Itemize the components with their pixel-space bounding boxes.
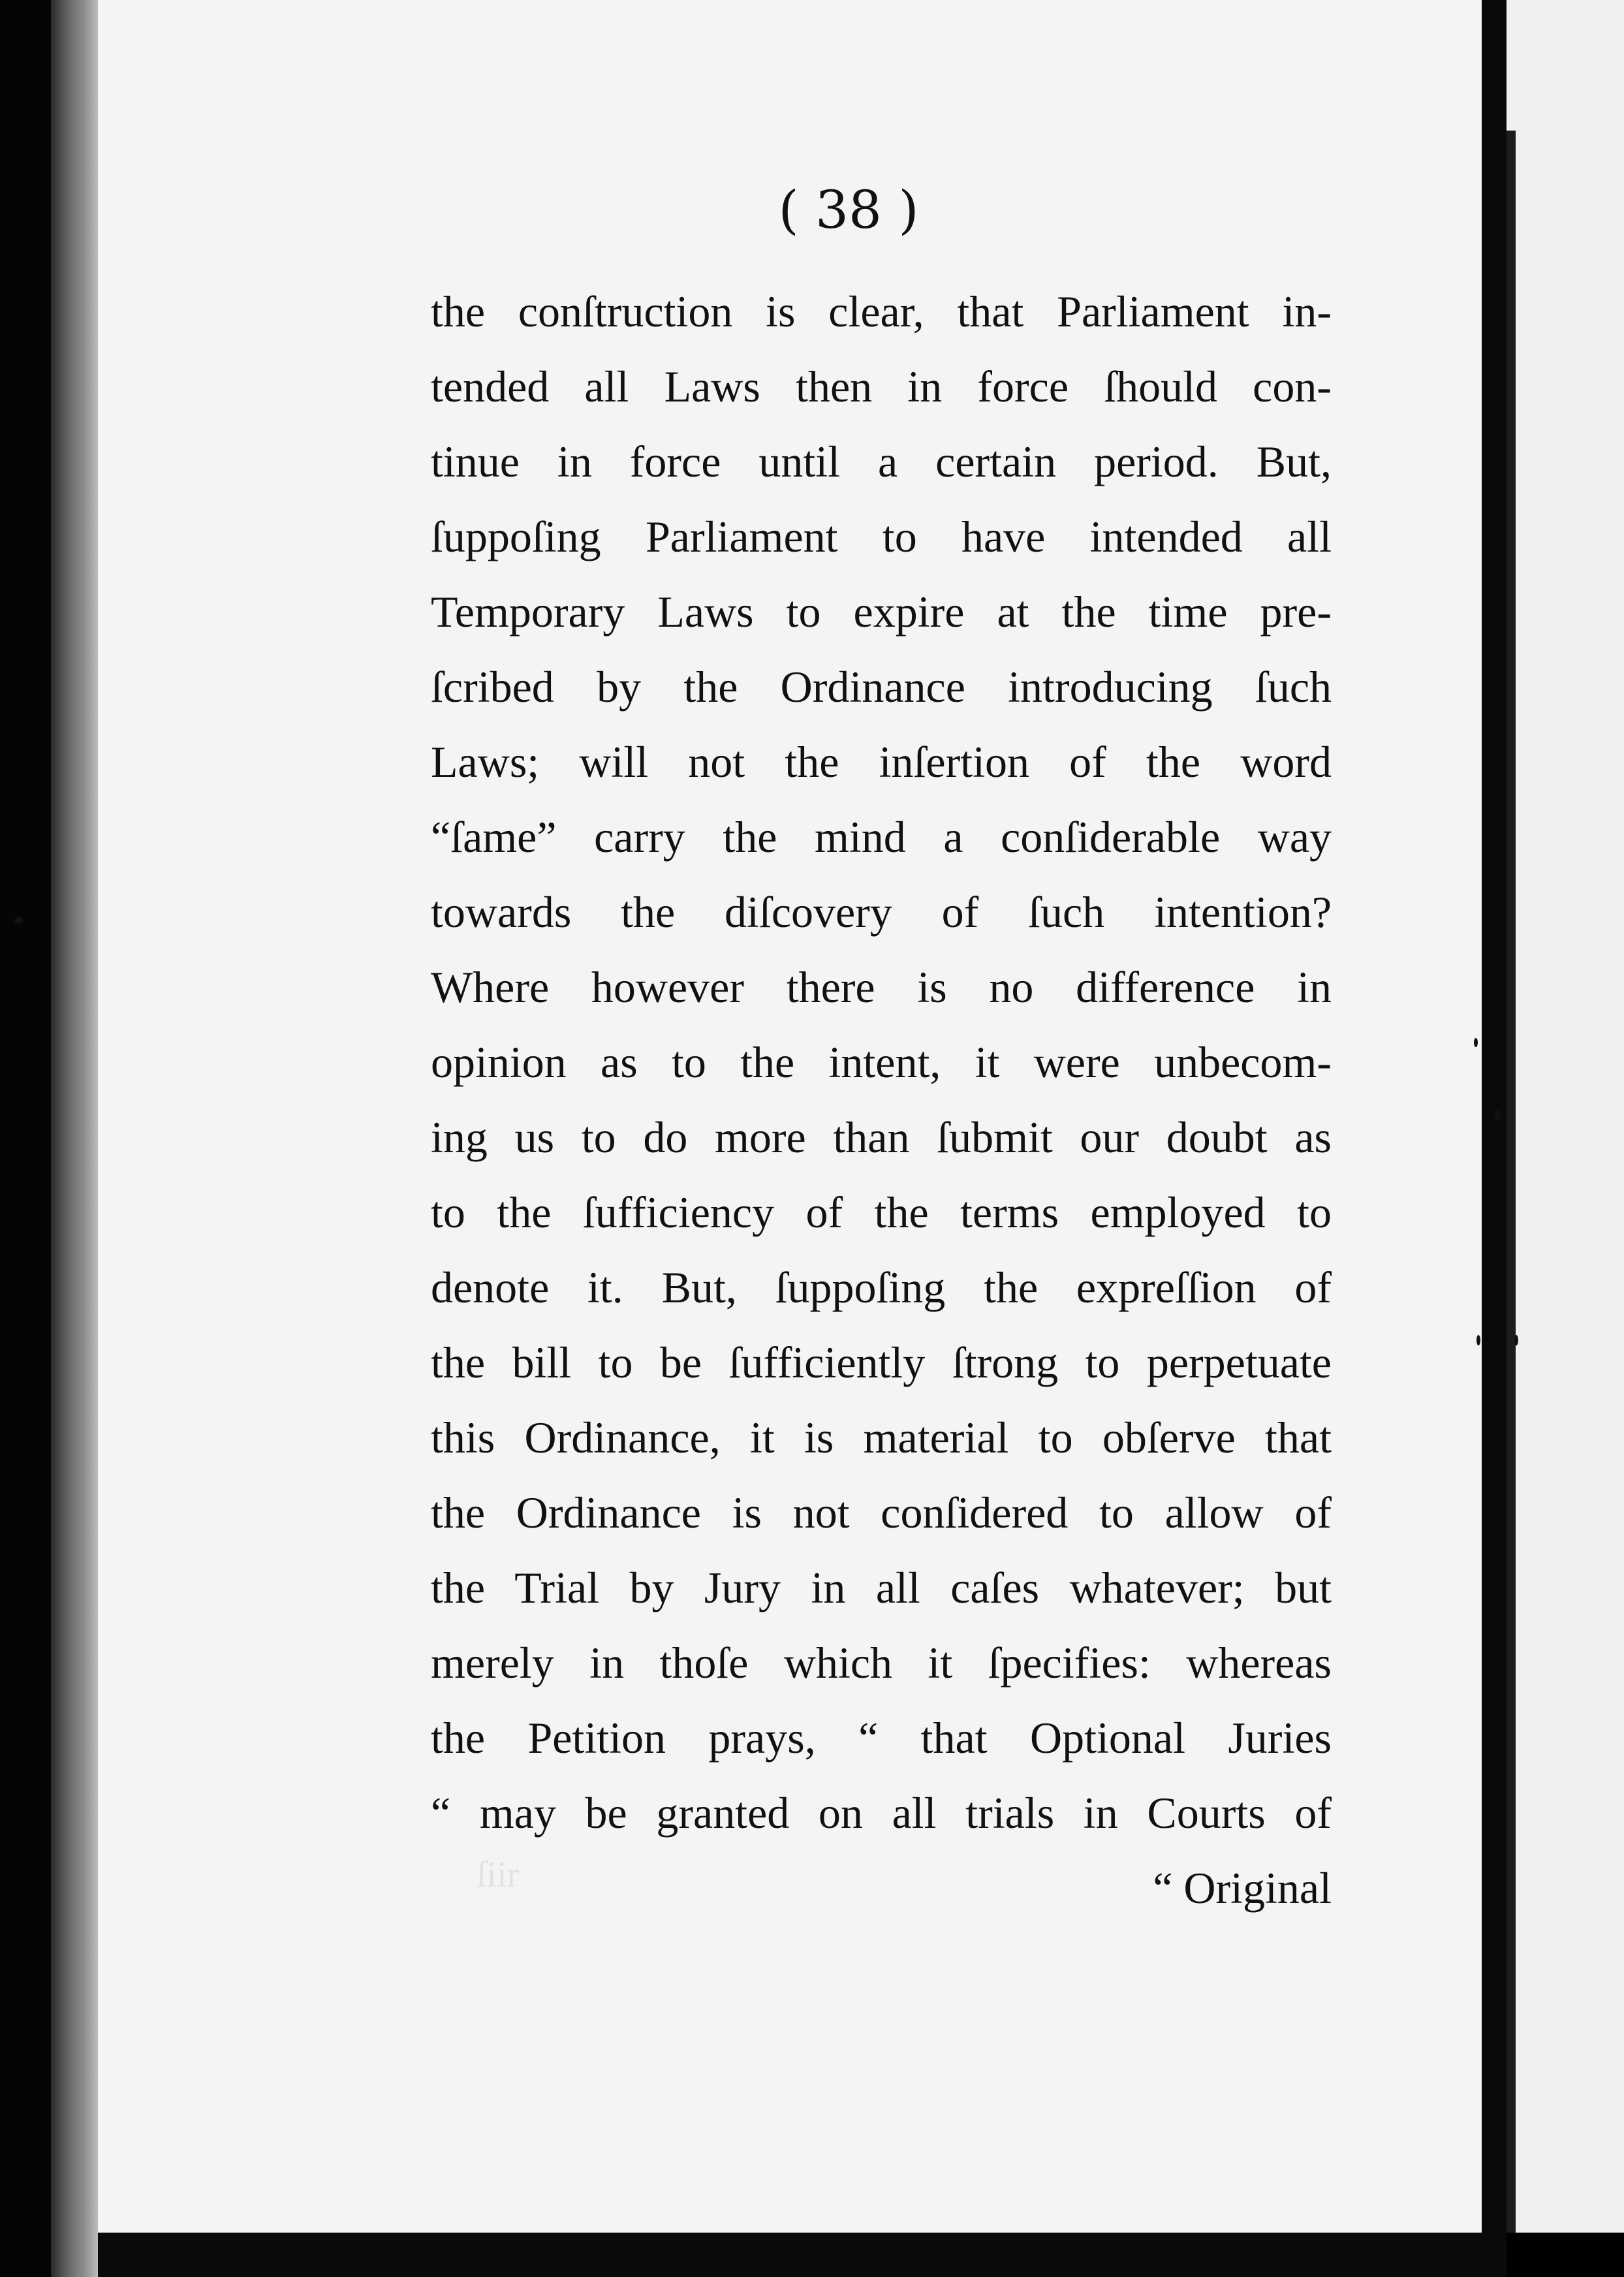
body-text xyxy=(431,274,1332,1926)
catchword: “ Original xyxy=(1153,1863,1332,1913)
text-line: ing us to do more than ſubmit our doubt as xyxy=(431,1112,1332,1162)
text-line: the conſtruction is clear, that Parliament in- xyxy=(431,287,1332,336)
page-fold-line xyxy=(1482,0,1507,2277)
page-number: ( 38 ) xyxy=(778,180,919,240)
text-line: the Ordinance is not conſidered to allow of xyxy=(431,1488,1332,1537)
text-line: “ may be granted on all trials in Courts of xyxy=(431,1788,1332,1838)
text-line: the Petition prays, “ that Optional Juries xyxy=(431,1713,1332,1763)
text-line: to the ſufficiency of the terms employed to xyxy=(431,1187,1332,1237)
text-line: Temporary Laws to expire at the time pre- xyxy=(431,587,1332,636)
text-line: ſuppoſing Parliament to have intended all xyxy=(431,512,1332,561)
text-line: Laws; will not the inſertion of the word xyxy=(431,737,1332,787)
text-line: ſcribed by the Ordinance introducing ſuch xyxy=(431,662,1332,712)
text-line: this Ordinance, it is material to obſerve that xyxy=(431,1413,1332,1462)
text-line: towards the diſcovery of ſuch intention? xyxy=(431,887,1332,937)
page-bottom-shadow xyxy=(98,2233,1482,2277)
scan-speck xyxy=(1476,1335,1480,1345)
page-right-edge xyxy=(1507,0,1624,2233)
text-line: tinue in force until a certain period. But, xyxy=(431,437,1332,486)
text-line: “ſame” carry the mind a conſiderable way xyxy=(431,812,1332,862)
text-line: denote it. But, ſuppoſing the expreſſion of xyxy=(431,1263,1332,1312)
left-scan-border xyxy=(0,0,51,2277)
scan-speck xyxy=(1514,1335,1518,1345)
show-through-text: ſiir xyxy=(476,1855,520,1895)
page-right-edge-shadow xyxy=(1507,131,1516,2233)
text-line: tended all Laws then in force ſhould con- xyxy=(431,362,1332,411)
text-line: the Trial by Jury in all caſes whatever; but xyxy=(431,1563,1332,1612)
book-gutter xyxy=(51,0,98,2277)
text-line: opinion as to the intent, it were unbecom- xyxy=(431,1037,1332,1087)
text-line: Where however there is no difference in xyxy=(431,962,1332,1012)
scan-speck xyxy=(1495,1110,1500,1122)
text-line: the bill to be ſufficiently ſtrong to perpetuate xyxy=(431,1338,1332,1387)
scan-speck xyxy=(1474,1038,1478,1047)
text-line: merely in thoſe which it ſpecifies: whereas xyxy=(431,1638,1332,1688)
scan-speck xyxy=(14,917,23,924)
